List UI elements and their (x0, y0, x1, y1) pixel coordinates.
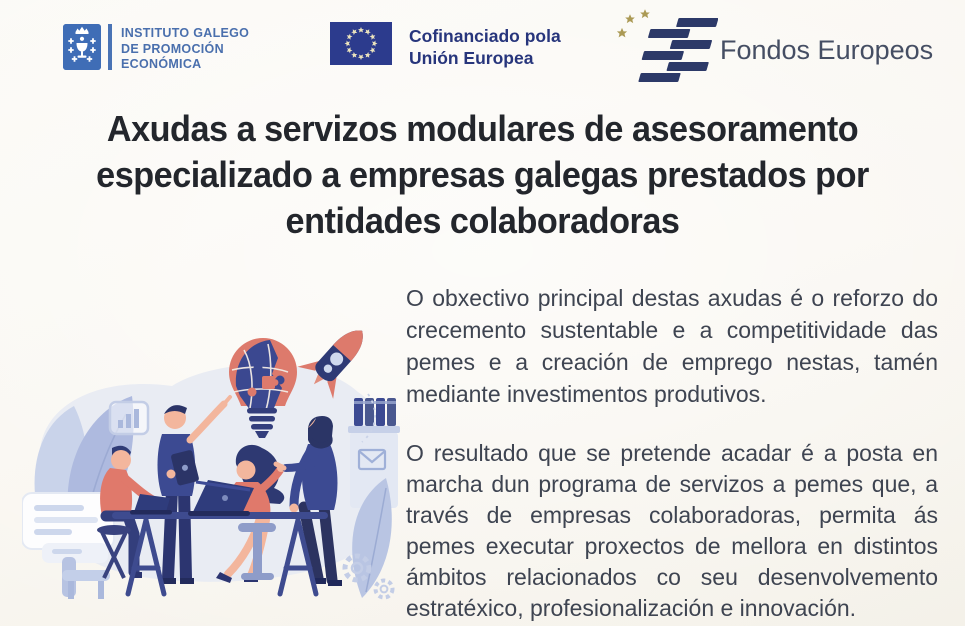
title-line-3: entidades colaboradoras (285, 200, 680, 241)
team-collaboration-illustration (22, 302, 404, 600)
igape-line2: DE PROMOCIÓN (121, 41, 224, 56)
fondos-europeos-label: Fondos Europeos (720, 34, 934, 65)
eu-cofinanced-logo (330, 22, 561, 69)
paragraph-objective: O obxectivo principal destas axudas é o reforzo do crecemento sustentable e a competitividade das pemes e a creación de emprego nestas, tamén mediante investimentos produtivos. (406, 285, 938, 407)
galicia-shield-icon (63, 24, 101, 70)
eu-label-line1: Cofinanciado pola (409, 26, 561, 46)
title-line-1: Axudas a servizos modulares de asesoramento (106, 108, 859, 149)
fondos-europeos-logo (616, 6, 933, 90)
fondos-europeos-icon (616, 6, 718, 90)
igape-divider (108, 24, 112, 70)
eu-flag-icon (330, 22, 392, 65)
eu-label-line2: Unión Europea (409, 48, 534, 68)
igape-wordmark (121, 24, 249, 73)
igape-logo (63, 24, 249, 73)
paragraph-result: O resultado que se pretende acadar é a posta en marcha dun programa de servizos a pemes que, a través de empresas colaboradoras, permita ás pemes executar proxectos de mellora en distintos ámbitos relacionados co seu desenvolvemento estratéxico, profesionalización e innovación. (406, 440, 938, 621)
igape-line1: INSTITUTO GALEGO (121, 26, 250, 40)
logo-header (0, 0, 965, 95)
title-line-2: especializado a empresas galegas prestados por (96, 154, 869, 195)
igape-line3: ECONÓMICA (121, 57, 202, 71)
page-title (0, 106, 965, 244)
eu-cofinanced-label (409, 25, 561, 69)
bar-chart-frame-icon (110, 402, 148, 434)
